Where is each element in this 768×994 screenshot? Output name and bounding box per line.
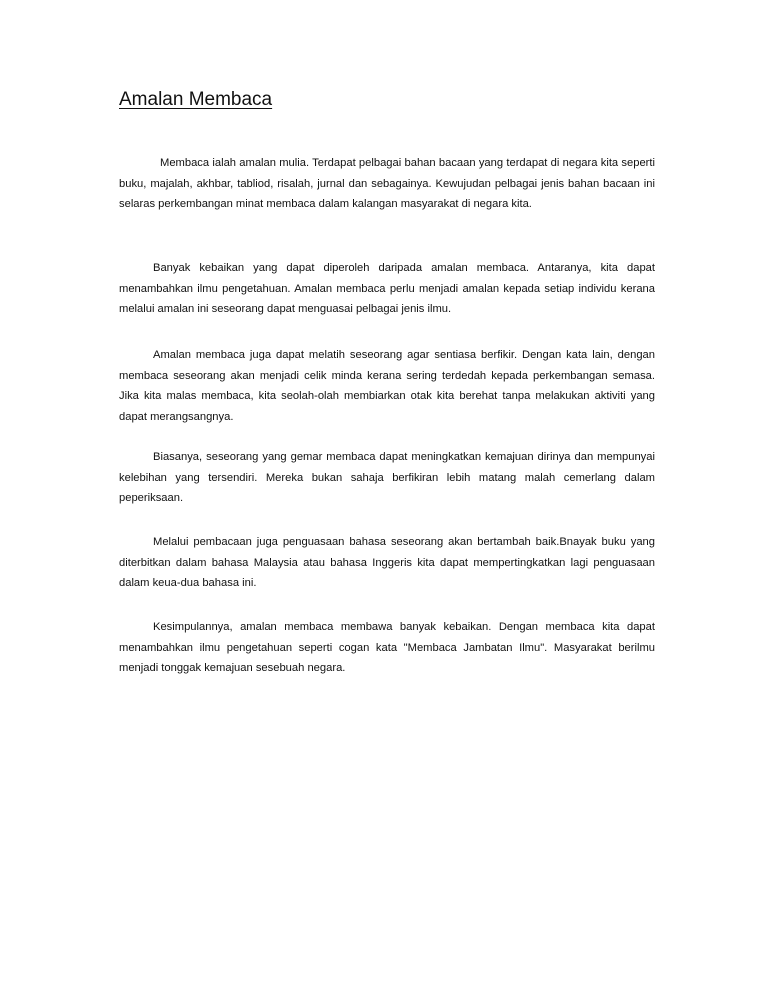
paragraph-language: Melalui pembacaan juga penguasaan bahasa seseorang akan bertambah baik.Bnayak buku yang diterbitkan dalam bahasa Malaysia atau bahasa Inggeris kita dapat mempertingkatkan lagi penguasaan dalam keua-dua bahasa ini.	[119, 536, 655, 589]
paragraph-knowledge: Banyak kebaikan yang dapat diperoleh daripada amalan membaca. Antaranya, kita dapat menambahkan ilmu pengetahuan. Amalan membaca perlu menjadi amalan kepada setiap individu kerana melalui amalan ini seseorang dapat menguasai pelbagai jenis ilmu.	[119, 262, 655, 315]
paragraph-self-improvement: Biasanya, seseorang yang gemar membaca dapat meningkatkan kemajuan dirinya dan mempunyai kelebihan yang tersendiri. Mereka bukan sahaja berfikiran lebih matang malah cemerlang dalam peperiksaan.	[119, 451, 655, 504]
paragraph-conclusion: Kesimpulannya, amalan membaca membawa banyak kebaikan. Dengan membaca kita dapat menambahkan ilmu pengetahuan seperti cogan kata "Membaca Jambatan Ilmu". Masyarakat berilmu menjadi tonggak kemajuan sesebuah negara.	[119, 621, 655, 674]
paragraph-thinking: Amalan membaca juga dapat melatih seseorang agar sentiasa berfikir. Dengan kata lain, dengan membaca seseorang akan menjadi celik minda kerana sering terdedah kepada perkembangan semasa. Jika kita malas membaca, kita seolah-olah membiarkan otak kita berehat tanpa melakukan aktiviti yang dapat merangsangnya.	[119, 349, 655, 423]
document-title: Amalan Membaca	[119, 89, 273, 110]
paragraph-introduction: Membaca ialah amalan mulia. Terdapat pelbagai bahan bacaan yang terdapat di negara kita seperti buku, majalah, akhbar, tabliod, risalah, jurnal dan sebagainya. Kewujudan pelbagai jenis bahan bacaan ini selaras perkembangan minat membaca dalam kalangan masyarakat di negara kita.	[119, 157, 655, 210]
